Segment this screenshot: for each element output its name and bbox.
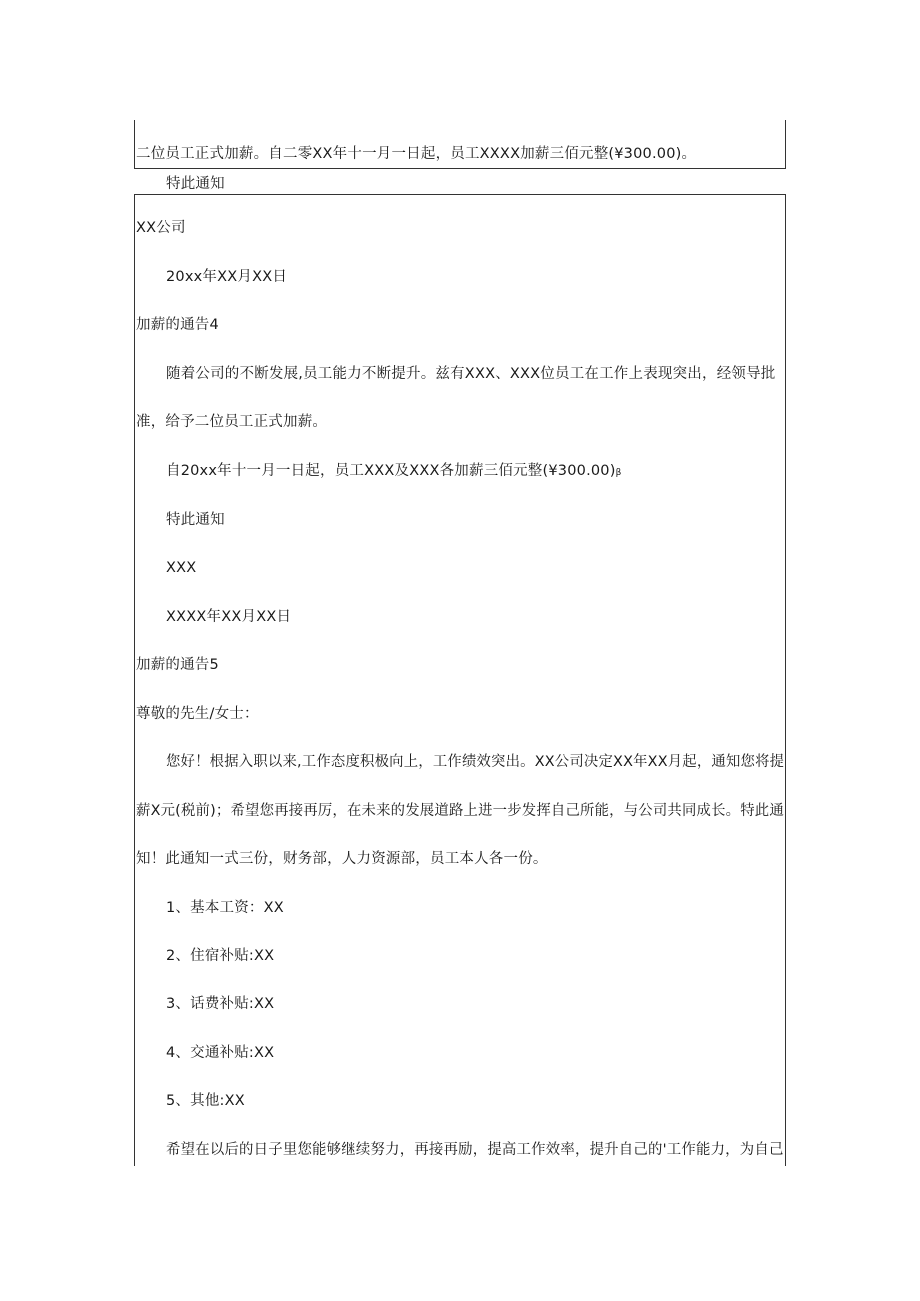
notice-5-title: 加薪的通告5 [136,657,219,673]
notice-5-greeting: 尊敬的先生/女士： [136,706,259,722]
notice-4-signer: XXX [166,560,197,576]
notice-5-para1-line3: 知！此通知一式三份，财务部，人力资源部，员工本人各一份。 [136,851,548,867]
notice-4-date: XXXX年XX月XX日 [166,609,292,625]
notice-4-para1-line2: 准，给予二位员工正式加薪。 [136,414,328,430]
notice-4-para2 [166,461,622,483]
table-border-left-top [134,120,135,168]
company-name: XX公司 [136,220,186,236]
table-border-left-main [134,194,135,1166]
notice-5-para1-line1: 您好！根据入职以来,工作态度积极向上，工作绩效突出。XX公司决定XX年XX月起，通知您将提 [166,754,785,770]
notice-5-para1-line2: 薪X元(税前)；希望您再接再厉，在未来的发展道路上进一步发挥自己所能，与公司共同成长。特此通 [136,803,784,819]
raise-effective-line: 二位员工正式加薪。自二零XX年十一月一日起，员工XXXX加薪三佰元整(¥300.00)。 [136,146,697,162]
notice-closing-1: 特此通知 [166,176,225,192]
table-border-right-main [785,194,786,1166]
salary-item-phone: 3、话费补贴:XX [166,996,275,1012]
table-border-top-main [134,194,786,195]
notice-4-para2-text: 自20xx年十一月一日起，员工XXX及XXX各加薪三佰元整(¥300.00) [166,463,616,479]
notice-4-para1-line1: 随着公司的不断发展,员工能力不断提升。兹有XXX、XXX位员工在工作上表现突出，经领导批 [166,366,776,382]
notice-4-title: 加薪的通告4 [136,317,219,333]
salary-item-basic: 1、基本工资：XX [166,900,284,916]
notice-date-1: 20xx年XX月XX日 [166,269,288,285]
salary-item-transport: 4、交通补贴:XX [166,1045,275,1061]
table-border-right-top [785,120,786,168]
notice-5-closing-line1: 希望在以后的日子里您能够继续努力，再接再励，提高工作效率，提升自己的'工作能力，为自己 [166,1142,784,1158]
table-border-bottom-top [134,168,786,169]
salary-item-other: 5、其他:XX [166,1093,245,1109]
salary-item-housing: 2、住宿补贴:XX [166,948,275,964]
notice-4-closing: 特此通知 [166,512,225,528]
notice-4-para2-tail: β [615,468,622,478]
